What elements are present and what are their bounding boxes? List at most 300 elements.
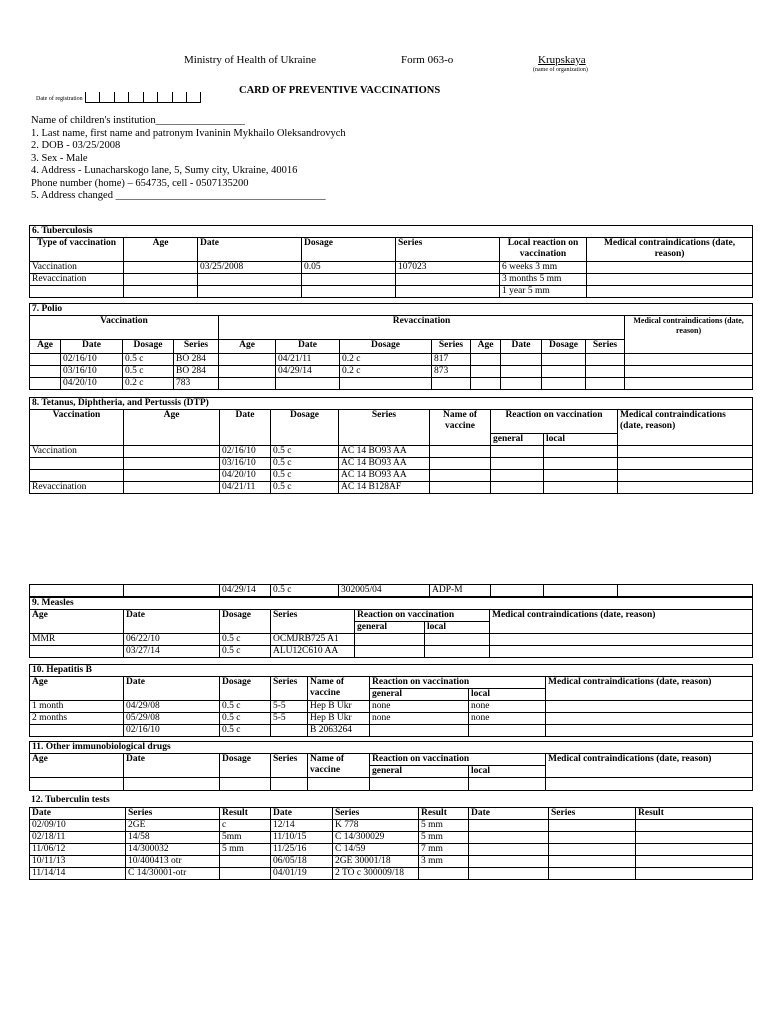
section-title: 9. Measles [30,598,753,610]
table-cell: 04/29/08 [124,701,220,713]
col-header: Type of vaccination [30,238,124,262]
hepatitis-b-table [29,664,753,737]
col-header: Date [469,808,549,820]
table-cell [30,778,124,791]
table-cell [124,286,198,298]
col-header: local [469,689,546,701]
table-cell [124,585,220,597]
col-header: Series [339,410,430,446]
col-header: Reaction on vaccination [491,410,618,434]
table-cell [549,868,636,880]
table-cell [30,354,61,366]
table-cell: 5 mm [220,844,271,856]
tuberculin-table [29,807,753,880]
table-cell: 6 weeks 3 mm [500,262,587,274]
table-cell: BO 284 [174,366,219,378]
col-header: Dosage [302,238,396,262]
table-cell [124,778,220,791]
table-cell [586,366,625,378]
table-cell [30,646,124,658]
table-row [30,868,753,880]
table-cell: 0.5 c [220,634,271,646]
col-header: Age [219,340,276,354]
table-cell: 02/18/11 [30,832,126,844]
col-header: Age [30,754,124,778]
col-header: Name of vaccine [430,410,491,446]
table-cell [425,646,490,658]
col-header: Local reaction on vaccination [500,238,587,262]
table-cell [370,725,469,737]
col-header: Result [220,808,271,820]
table-cell [432,378,471,390]
col-header: Reaction on vaccination [355,610,490,622]
table-cell [490,634,753,646]
table-cell: 107023 [396,262,500,274]
table-cell: C 14/59 [333,844,419,856]
col-header: Name of vaccine [308,754,370,778]
table-cell [544,458,618,470]
table-cell [469,868,549,880]
col-header: general [370,766,469,778]
table-cell: 5 mm [419,832,469,844]
table-cell [124,458,220,470]
table-cell: 02/16/10 [220,446,271,458]
col-header: Dosage [220,610,271,634]
table-cell [490,646,753,658]
table-cell [491,482,544,494]
table-cell: 1 month [30,701,124,713]
table-cell: 04/21/11 [276,354,340,366]
table-cell: 5mm [220,832,271,844]
table-row [30,446,753,458]
col-header: Name of vaccine [308,677,370,701]
table-cell: K 778 [333,820,419,832]
table-cell: 14/300032 [126,844,220,856]
table-cell: none [469,713,546,725]
table-cell: 0.2 c [340,354,432,366]
table-cell [271,778,308,791]
table-cell: C 14/300029 [333,832,419,844]
dtp-table [29,397,753,494]
table-cell [469,832,549,844]
section-title: 11. Other immunobiological drugs [30,742,753,754]
group-header: Vaccination [30,316,219,340]
table-cell [425,634,490,646]
table-cell: 10/11/13 [30,856,126,868]
table-cell [220,868,271,880]
table-cell: BO 284 [174,354,219,366]
section-title: 10. Hepatitis B [30,665,753,677]
table-cell: none [370,701,469,713]
table-cell [30,458,124,470]
table-cell [587,286,753,298]
table-cell: AC 14 BO93 AA [339,446,430,458]
table-cell: 04/20/10 [61,378,123,390]
table-cell [587,262,753,274]
table-row [30,274,753,286]
col-header: Dosage [220,677,271,701]
table-cell: Hep B Ukr [308,701,370,713]
address-changed: 5. Address changed ________________________________________ [31,190,326,201]
col-header: general [491,434,544,446]
col-header: Dosage [542,340,586,354]
table-cell: OCMJRB725 A1 [271,634,355,646]
table-cell: 0.2 c [340,366,432,378]
table-row [30,482,753,494]
table-cell: AC 14 B128AF [339,482,430,494]
table-row [30,646,753,658]
col-header: Medical contraindications (date, reason) [546,754,753,778]
table-cell [471,366,501,378]
table-cell [618,585,753,597]
table-cell: 04/29/14 [276,366,340,378]
table-cell [501,366,542,378]
table-row [30,286,753,298]
table-cell [501,378,542,390]
table-cell [430,470,491,482]
table-cell: 04/20/10 [220,470,271,482]
group-header: Revaccination [219,316,625,340]
tuberculosis-table [29,225,753,298]
organization-name: Krupskaya [538,54,586,66]
col-header: Date [271,808,333,820]
col-header: Series [271,610,355,634]
table-cell [618,446,753,458]
table-row [30,470,753,482]
col-header: local [425,622,490,634]
table-cell: 14/58 [126,832,220,844]
ministry-name: Ministry of Health of Ukraine [184,54,316,66]
registration-label: Date of registration [36,96,83,102]
col-header: local [544,434,618,446]
table-cell [544,482,618,494]
table-cell [276,378,340,390]
table-cell [124,482,220,494]
table-cell: 2GE [126,820,220,832]
table-cell [546,713,753,725]
table-cell: none [469,701,546,713]
table-cell [430,446,491,458]
table-cell [302,286,396,298]
table-cell [219,378,276,390]
table-cell: Revaccination [30,482,124,494]
section-title: 6. Tuberculosis [30,226,753,238]
table-row [30,366,753,378]
table-cell [396,274,500,286]
col-header: Date [198,238,302,262]
patient-address: 4. Address - Lunacharskogo lane, 5, Sumy city, Ukraine, 40016 [31,165,298,176]
col-header: Series [126,808,220,820]
registration-date [36,92,201,103]
table-cell: 11/06/12 [30,844,126,856]
table-cell [549,832,636,844]
table-cell [30,470,124,482]
table-cell [308,778,370,791]
organization-caption: (name of organization) [533,67,588,73]
col-header: Medical contraindications (date, reason) [546,677,753,701]
col-header: Series [271,754,308,778]
col-header: Date [124,610,220,634]
table-cell [546,778,753,791]
table-cell: 783 [174,378,219,390]
col-header: Medical contraindications (date, reason) [490,610,753,634]
table-cell: none [370,713,469,725]
table-cell: 7 mm [419,844,469,856]
table-cell: 0.5 c [123,354,174,366]
card-title: CARD OF PREVENTIVE VACCINATIONS [239,85,441,96]
table-cell [220,778,271,791]
table-cell: 02/16/10 [124,725,220,737]
table-cell: 03/16/10 [220,458,271,470]
col-header: general [370,689,469,701]
col-header: Series [333,808,419,820]
col-header: Result [419,808,469,820]
table-cell: 0.2 c [123,378,174,390]
col-header: Vaccination [30,410,124,446]
table-cell [586,378,625,390]
table-cell [491,458,544,470]
table-cell [625,378,753,390]
col-header: Series [586,340,625,354]
table-cell [491,470,544,482]
patient-dob: 2. DOB - 03/25/2008 [31,140,121,151]
table-cell: 03/16/10 [61,366,123,378]
table-cell [636,844,753,856]
table-cell [546,725,753,737]
table-cell: MMR [30,634,124,646]
table-cell [469,725,546,737]
table-cell: 03/27/14 [124,646,220,658]
table-cell: 3 months 5 mm [500,274,587,286]
table-cell: Hep B Ukr [308,713,370,725]
table-cell [549,856,636,868]
table-cell [491,446,544,458]
table-cell [469,844,549,856]
table-cell [30,286,124,298]
section-title: 8. Tetanus, Diphtheria, and Pertussis (DTP) [30,398,753,410]
col-header: Medical contraindications (date, reason) [618,410,753,446]
table-cell: ADP-M [430,585,491,597]
table-cell [636,856,753,868]
col-header: Date [501,340,542,354]
table-cell: 1 year 5 mm [500,286,587,298]
table-cell: ALU12C610 AA [271,646,355,658]
patient-name: 1. Last name, first name and patronym Ivaninin Mykhailo Oleksandrovych [31,127,346,139]
table-cell: 873 [432,366,471,378]
table-cell [219,366,276,378]
col-header: Date [220,410,271,446]
table-cell [30,378,61,390]
polio-table [29,303,753,390]
table-cell: c [220,820,271,832]
table-cell [618,458,753,470]
col-header: Series [271,677,308,701]
table-cell: 05/29/08 [124,713,220,725]
section-title: 12. Tuberculin tests [31,795,110,805]
col-header: Dosage [340,340,432,354]
col-header: Date [124,677,220,701]
col-header: Medical contraindications (date, reason) [587,238,753,262]
col-header: Reaction on vaccination [370,754,546,766]
table-row [30,354,753,366]
table-cell [302,274,396,286]
table-cell [469,856,549,868]
table-cell: 11/14/14 [30,868,126,880]
table-cell [271,725,308,737]
table-cell: 0.05 [302,262,396,274]
col-header: Series [174,340,219,354]
table-cell: 5-5 [271,701,308,713]
table-cell: 03/25/2008 [198,262,302,274]
table-cell [636,832,753,844]
table-cell [618,482,753,494]
table-row [30,701,753,713]
form-number: Form 063-o [401,54,454,66]
table-cell: 0.5 c [220,701,271,713]
table-cell [340,378,432,390]
table-cell: 0.5 c [220,713,271,725]
table-row [30,832,753,844]
table-cell [544,446,618,458]
table-cell [370,778,469,791]
table-cell [618,470,753,482]
table-cell: 0.5 c [271,585,339,597]
table-cell [542,366,586,378]
col-header: Result [636,808,753,820]
table-row [30,378,753,390]
col-header: Age [124,238,198,262]
table-cell [124,274,198,286]
other-drugs-table [29,741,753,791]
table-cell [471,354,501,366]
table-cell [544,585,618,597]
table-cell: C 14/30001-otr [126,868,220,880]
table-cell: 0.5 c [271,446,339,458]
table-row [30,778,753,791]
table-cell [355,646,425,658]
table-cell [355,634,425,646]
col-header: Age [124,410,220,446]
table-cell [587,274,753,286]
table-row [30,856,753,868]
table-row [30,634,753,646]
table-cell: 11/10/15 [271,832,333,844]
col-header: Reaction on vaccination [370,677,546,689]
table-cell [124,470,220,482]
col-header: Date [30,808,126,820]
table-cell [544,470,618,482]
col-header: Dosage [220,754,271,778]
measles-table [29,597,753,658]
institution-field: Name of children's institution_________________ [31,115,245,126]
table-cell: B 2063264 [308,725,370,737]
table-cell [549,844,636,856]
col-header: Date [61,340,123,354]
table-row [30,585,753,597]
table-row [30,713,753,725]
table-cell: 0.5 c [220,646,271,658]
table-cell [30,366,61,378]
table-cell: 0.5 c [123,366,174,378]
table-cell [419,868,469,880]
table-cell: 06/05/18 [271,856,333,868]
table-cell: Vaccination [30,446,124,458]
col-header: Series [396,238,500,262]
table-cell [30,585,124,597]
table-cell: 12/14 [271,820,333,832]
table-cell: 2GE 30001/18 [333,856,419,868]
table-cell [469,820,549,832]
col-header: Age [30,340,61,354]
table-cell [198,274,302,286]
table-cell [542,354,586,366]
table-cell [198,286,302,298]
table-cell [471,378,501,390]
registration-date-boxes[interactable] [85,92,201,103]
table-cell: 302005/04 [339,585,430,597]
table-cell: 02/16/10 [61,354,123,366]
section-title: 7. Polio [30,304,753,316]
table-cell: Revaccination [30,274,124,286]
table-cell [220,856,271,868]
table-cell [124,262,198,274]
table-cell: AC 14 BO93 AA [339,470,430,482]
table-cell [501,354,542,366]
table-cell: 10/400413 otr [126,856,220,868]
table-cell [124,446,220,458]
patient-sex: 3. Sex - Male [31,152,88,164]
col-header: Dosage [123,340,174,354]
table-cell: 2 TO c 300009/18 [333,868,419,880]
col-header: Age [30,677,124,701]
table-cell: 0.5 c [271,470,339,482]
table-cell: 5 mm [419,820,469,832]
patient-info [31,115,346,203]
table-cell: 0.5 c [271,482,339,494]
dtp-continuation-table [29,584,753,597]
col-header: Series [549,808,636,820]
table-cell [396,286,500,298]
table-cell: 11/25/16 [271,844,333,856]
table-row [30,844,753,856]
table-cell [430,458,491,470]
table-cell [636,868,753,880]
table-cell: 817 [432,354,471,366]
table-row [30,262,753,274]
col-header: Age [471,340,501,354]
table-cell [491,585,544,597]
table-cell: 04/21/11 [220,482,271,494]
table-row [30,725,753,737]
col-header: Date [124,754,220,778]
col-header: Series [432,340,471,354]
col-header: Medical contraindications (date, reason) [625,316,753,354]
table-row [30,820,753,832]
table-cell: 04/29/14 [220,585,271,597]
table-cell [430,482,491,494]
table-cell [636,820,753,832]
col-header: general [355,622,425,634]
table-cell: AC 14 BO93 AA [339,458,430,470]
table-cell: 3 mm [419,856,469,868]
table-row [30,458,753,470]
table-cell [625,366,753,378]
table-cell [542,378,586,390]
table-cell: 04/01/19 [271,868,333,880]
patient-phone: Phone number (home) – 654735, cell - 0507135200 [31,177,249,189]
table-cell: 0.5 c [220,725,271,737]
table-cell: 0.5 c [271,458,339,470]
